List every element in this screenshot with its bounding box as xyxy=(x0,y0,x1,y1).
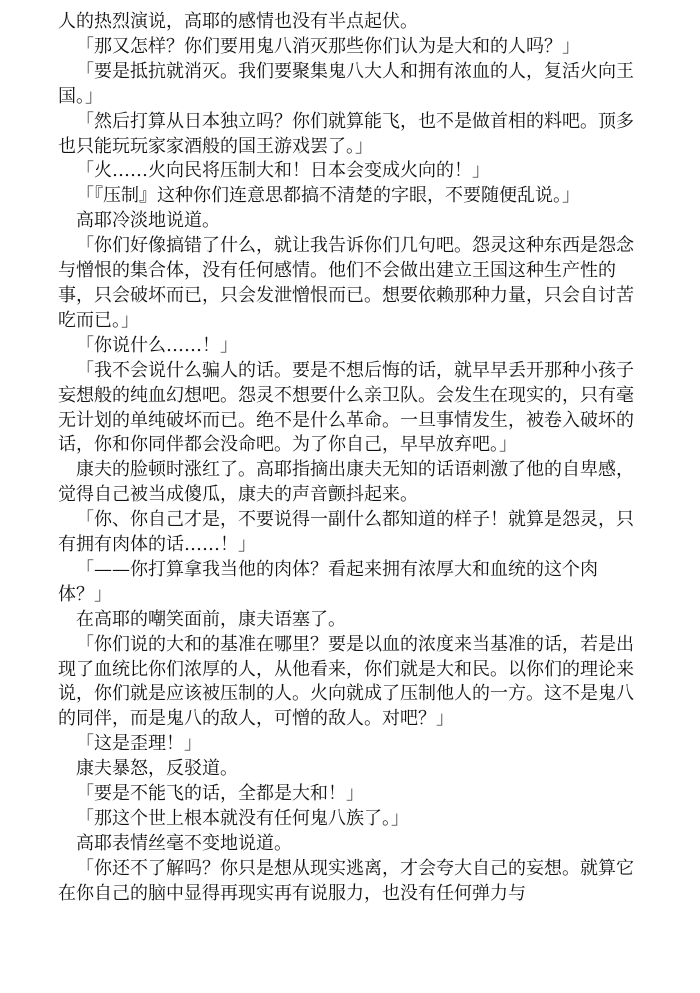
narration-paragraph: 康夫暴怒，反驳道。 xyxy=(76,758,238,780)
dialogue-paragraph: 「你们好像搞错了什么，就让我告诉你们几句吧。怨灵这种东西是怨念与憎恨的集合体，没有任何感情。他们不会做出建立王国这种生产性的事，只会破坏而已，只会发泄憎恨而已。想要依赖那种力量，只会自讨苦吃而已。」 xyxy=(58,235,634,331)
dialogue-paragraph: 「要是不能飞的话，全都是大和！」 xyxy=(76,783,364,805)
dialogue-paragraph: 「你说什么……！」 xyxy=(76,334,238,356)
dialogue-paragraph: 「火……火向民将压制大和！日本会变成火向的！」 xyxy=(76,160,490,182)
dialogue-paragraph: 「『压制』这种你们连意思都搞不清楚的字眼，不要随便乱说。」 xyxy=(76,185,580,207)
dialogue-paragraph: 「这是歪理！」 xyxy=(76,733,202,755)
dialogue-paragraph: 「然后打算从日本独立吗？你们就算能飞，也不是做首相的料吧。顶多也只能玩玩家家酒般的国王游戏罢了。」 xyxy=(58,110,634,157)
narration-paragraph: 在高耶的嘲笑面前，康夫语塞了。 xyxy=(76,608,346,630)
narration-paragraph: 高耶冷淡地说道。 xyxy=(76,210,220,232)
novel-page-body xyxy=(58,10,642,907)
dialogue-paragraph: 「那又怎样？你们要用鬼八消灭那些你们认为是大和的人吗？」 xyxy=(76,35,580,57)
dialogue-paragraph: 「要是抵抗就消灭。我们要聚集鬼八大人和拥有浓血的人，复活火向王国。」 xyxy=(58,60,634,107)
narration-paragraph: 康夫的脸顿时涨红了。高耶指摘出康夫无知的话语刺激了他的自卑感，觉得自己被当成傻瓜，康夫的声音颤抖起来。 xyxy=(58,459,634,506)
dialogue-paragraph: 「你们说的大和的基准在哪里？要是以血的浓度来当基准的话，若是出现了血统比你们浓厚的人，从他看来，你们就是大和民。以你们的理论来说，你们就是应该被压制的人。火向就成了压制他人的一方。这不是鬼八的同伴，而是鬼八的敌人，可憎的敌人。对吧？」 xyxy=(58,633,634,730)
dialogue-paragraph: 「那这个世上根本就没有任何鬼八族了。」 xyxy=(76,808,409,829)
paragraph: 人的热烈演说，高耶的感情也没有半点起伏。 xyxy=(58,11,418,32)
narration-paragraph: 高耶表情丝毫不变地说道。 xyxy=(76,832,292,854)
dialogue-paragraph: 「你还不了解吗？你只是想从现实逃离，才会夸大自己的妄想。就算它在你自己的脑中显得再现实再有说服力，也没有任何弹力与 xyxy=(58,857,634,904)
dialogue-paragraph: 「——你打算拿我当他的肉体？看起来拥有浓厚大和血统的这个肉体？」 xyxy=(58,558,598,605)
dialogue-paragraph: 「你、你自己才是，不要说得一副什么都知道的样子！就算是怨灵，只有拥有肉体的话……！」 xyxy=(58,509,634,556)
dialogue-paragraph: 「我不会说什么骗人的话。要是不想后悔的话，就早早丢开那种小孩子妄想般的纯血幻想吧。怨灵不想要什么亲卫队。会发生在现实的，只有毫无计划的单纯破坏而已。绝不是什么革命。一旦事情发生，被卷入破坏的话，你和你同伴都会没命吧。为了你自己，早早放弃吧。」 xyxy=(58,359,634,456)
